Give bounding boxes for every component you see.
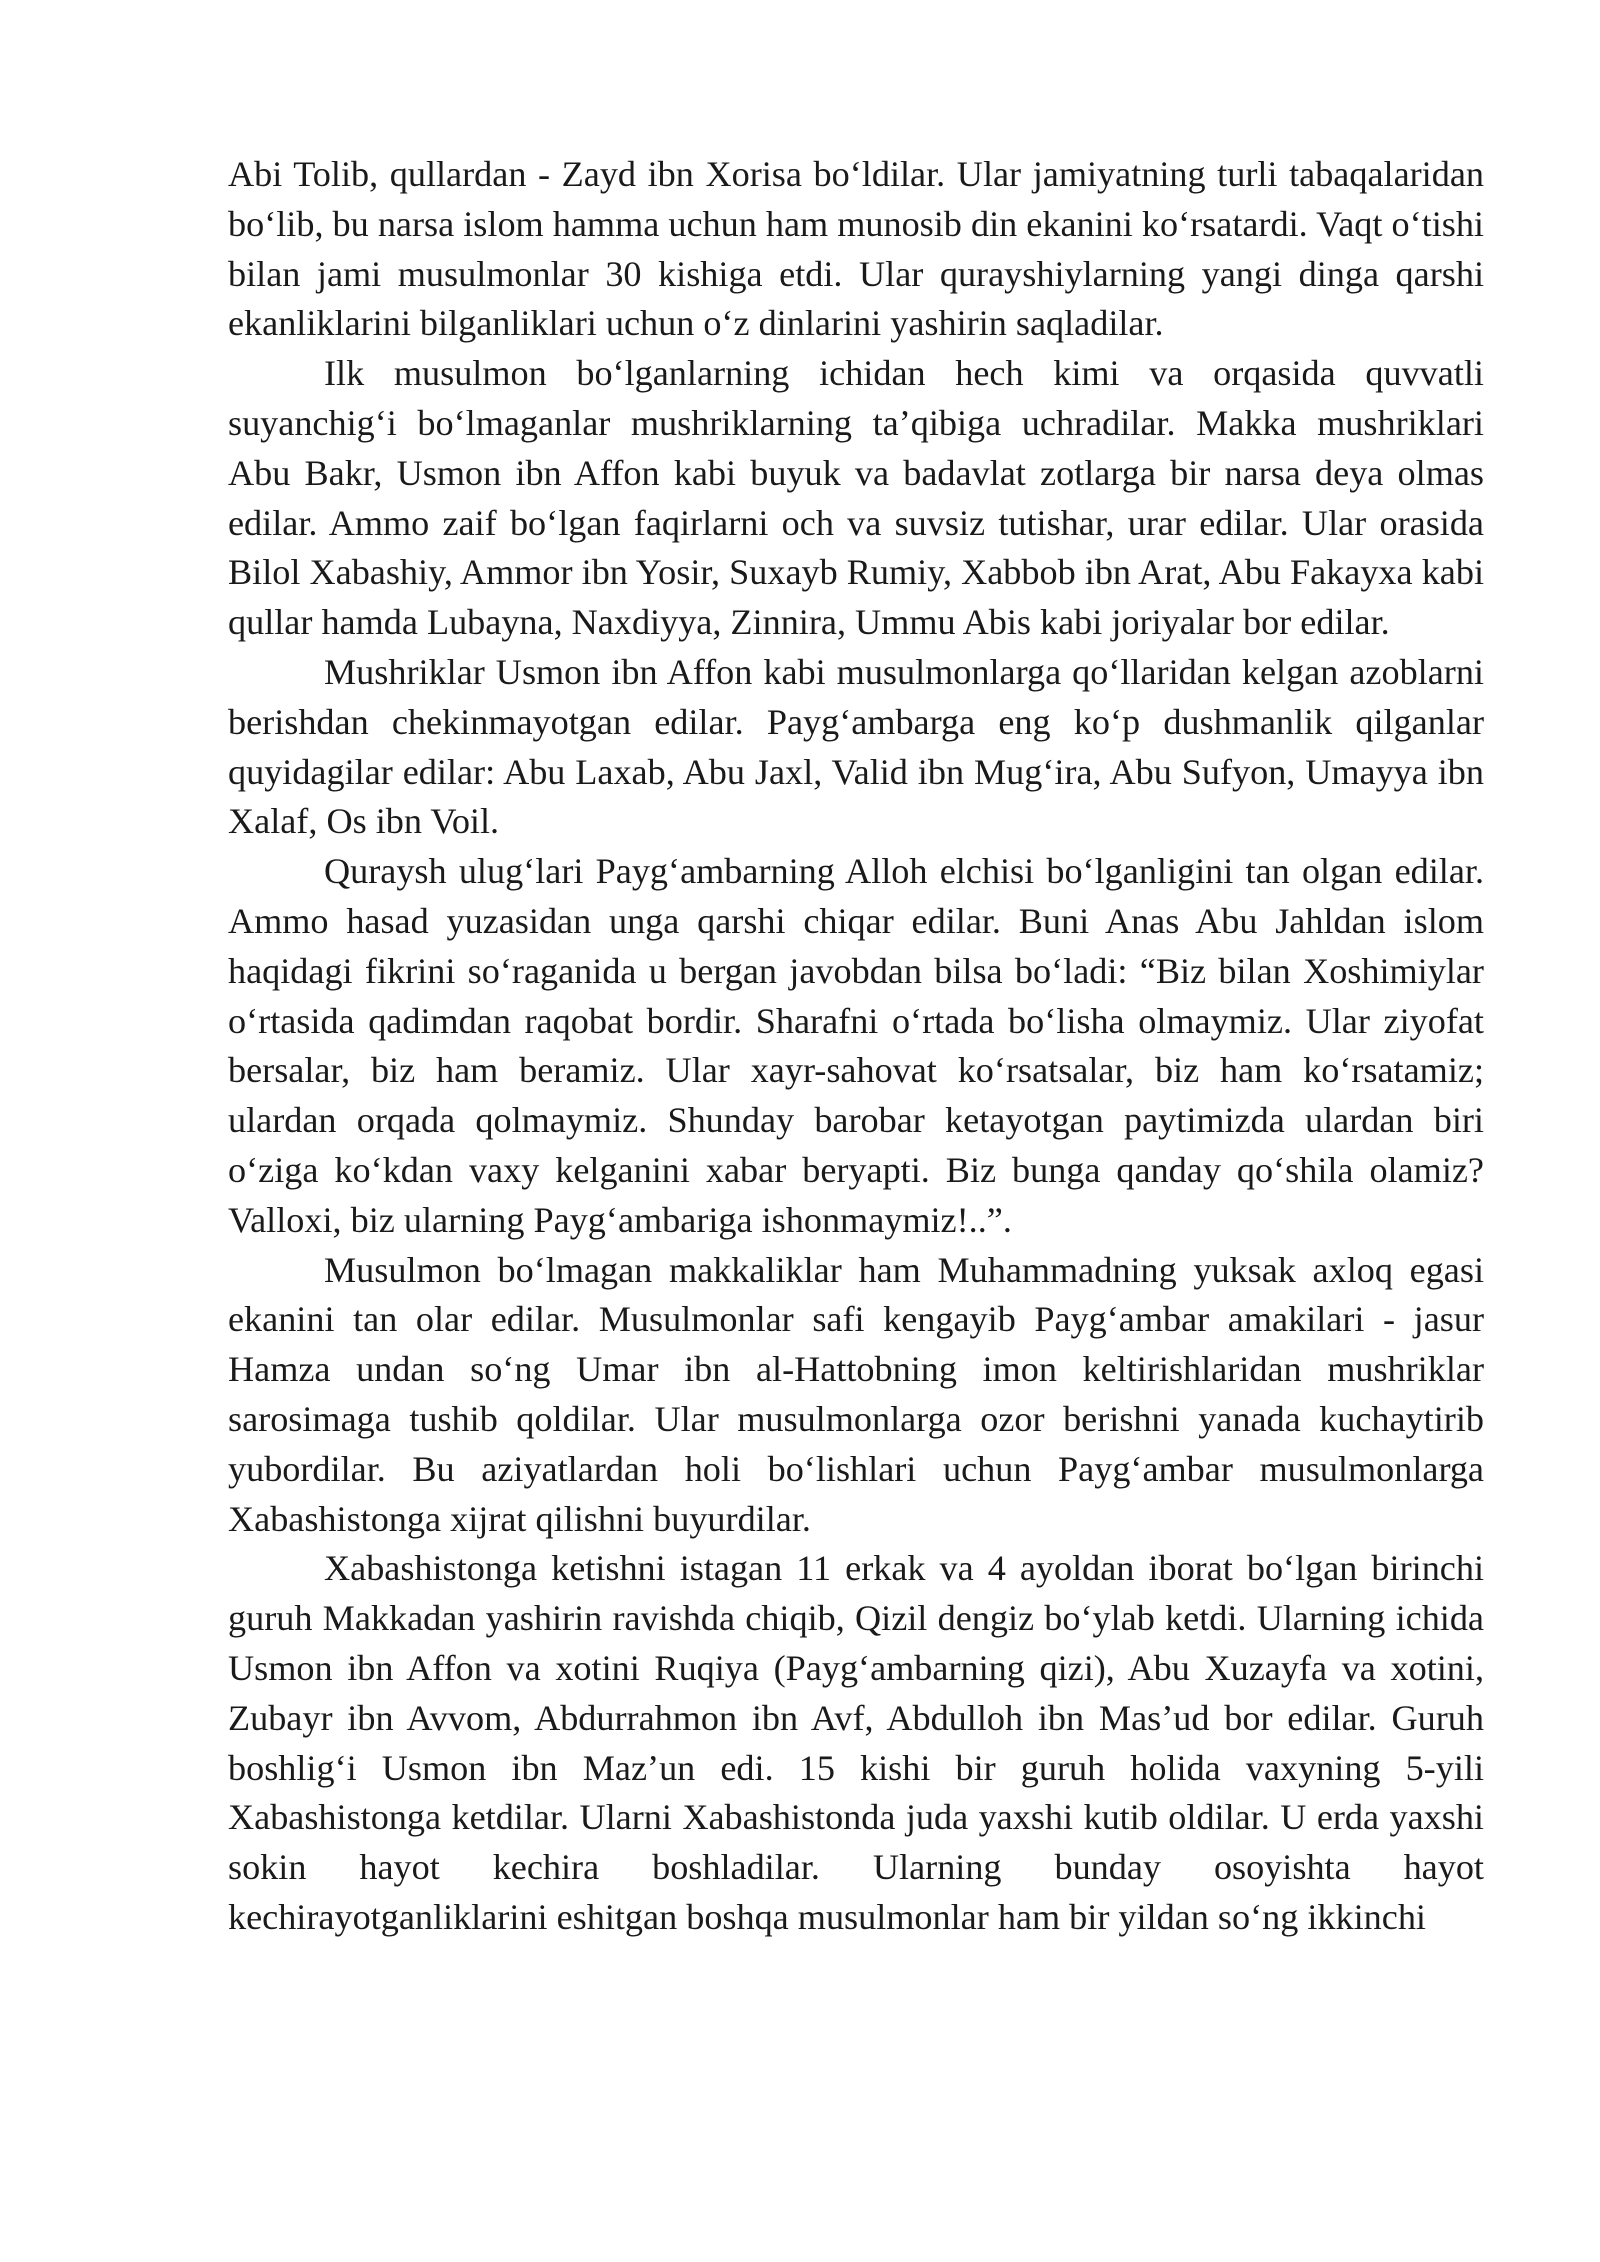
paragraph: Ilk musulmon boʻlganlarning ichidan hech kimi va orqasida quvvatli suyanchigʻi boʻlmaganlar mushriklarning taʼqibiga uchradilar. Makka mushriklari Abu Bakr, Usmon ibn Affon kabi buyuk va badavlat zotlarga bir narsa deya olmas edilar. Ammo zaif boʻlgan faqirlarni och va suvsiz tutishar, urar edilar. Ular orasida Bilol Xabashiy, Ammor ibn Yosir, Suxayb Rumiy, Xabbob ibn Arat, Abu Fakayxa kabi qullar hamda Lubayna, Naxdiyya, Zinnira, Ummu Abis kabi joriyalar bor edilar. [228,353,1484,643]
paragraph: Mushriklar Usmon ibn Affon kabi musulmonlarga qoʻllaridan kelgan azoblarni berishdan chekinmayotgan edilar. Paygʻambarga eng koʻp dushmanlik qilganlar quyidagilar edilar: Abu Laxab, Abu Jaxl, Valid ibn Mugʻira, Abu Sufyon, Umayya ibn Xalaf, Os ibn Voil. [228,651,1484,842]
paragraph: Abi Tolib, qullardan - Zayd ibn Xorisa boʻldilar. Ular jamiyatning turli tabaqalaridan boʻlib, bu narsa islom hamma uchun ham munosib din ekanini koʻrsatardi. Vaqt oʻtishi bilan jami musulmonlar 30 kishiga etdi. Ular qurayshiylarning yangi dinga qarshi ekanliklarini bilganliklari uchun oʻz dinlarini yashirin saqladilar. [228,154,1484,344]
paragraph: Xabashistonga ketishni istagan 11 erkak va 4 ayoldan iborat boʻlgan birinchi guruh Makkadan yashirin ravishda chiqib, Qizil dengiz boʻylab ketdi. Ularning ichida Usmon ibn Affon va xotini Ruqiya (Paygʻambarning qizi), Abu Xuzayfa va xotini, Zubayr ibn Avvom, Abdurrahmon ibn Avf, Abdulloh ibn Masʼud bor edilar. Guruh boshligʻi Usmon ibn Mazʼun edi. 15 kishi bir guruh holida vaxyning 5-yili Xabashistonga ketdilar. Ularni Xabashistonda juda yaxshi kutib oldilar. U erda yaxshi sokin hayot kechira boshladilar. Ularning bunday osoyishta hayot kechirayotganliklarini eshitgan boshqa musulmonlar ham bir yildan soʻng ikkinchi [228,1548,1484,1937]
paragraph: Quraysh ulugʻlari Paygʻambarning Alloh elchisi boʻlganligini tan olgan edilar. Ammo hasad yuzasidan unga qarshi chiqar edilar. Buni Anas Abu Jahldan islom haqidagi fikrini soʻraganida u bergan javobdan bilsa boʻladi: “Biz bilan Xoshimiylar oʻrtasida qadimdan raqobat bordir. Sharafni oʻrtada boʻlisha olmaymiz. Ular ziyofat bersalar, biz ham beramiz. Ular xayr-sahovat koʻrsatsalar, biz ham koʻrsatamiz; ulardan orqada qolmaymiz. Shunday barobar ketayotgan paytimizda ulardan biri oʻziga koʻkdan vaxy kelganini xabar beryapti. Biz bunga qanday qoʻshila olamiz? Valloxi, biz ularning Paygʻambariga ishonmaymiz!..”. [228,851,1484,1240]
paragraph: Musulmon boʻlmagan makkaliklar ham Muhammadning yuksak axloq egasi ekanini tan olar edilar. Musulmonlar safi kengayib Paygʻambar amakilari - jasur Hamza undan soʻng Umar ibn al-Hattobning imon keltirishlaridan mushriklar sarosimaga tushib qoldilar. Ular musulmonlarga ozor berishni yanada kuchaytirib yubordilar. Bu aziyatlardan holi boʻlishlari uchun Paygʻambar musulmonlarga Xabashistonga xijrat qilishni buyurdilar. [228,1249,1484,1539]
body-text [228,150,1484,1943]
